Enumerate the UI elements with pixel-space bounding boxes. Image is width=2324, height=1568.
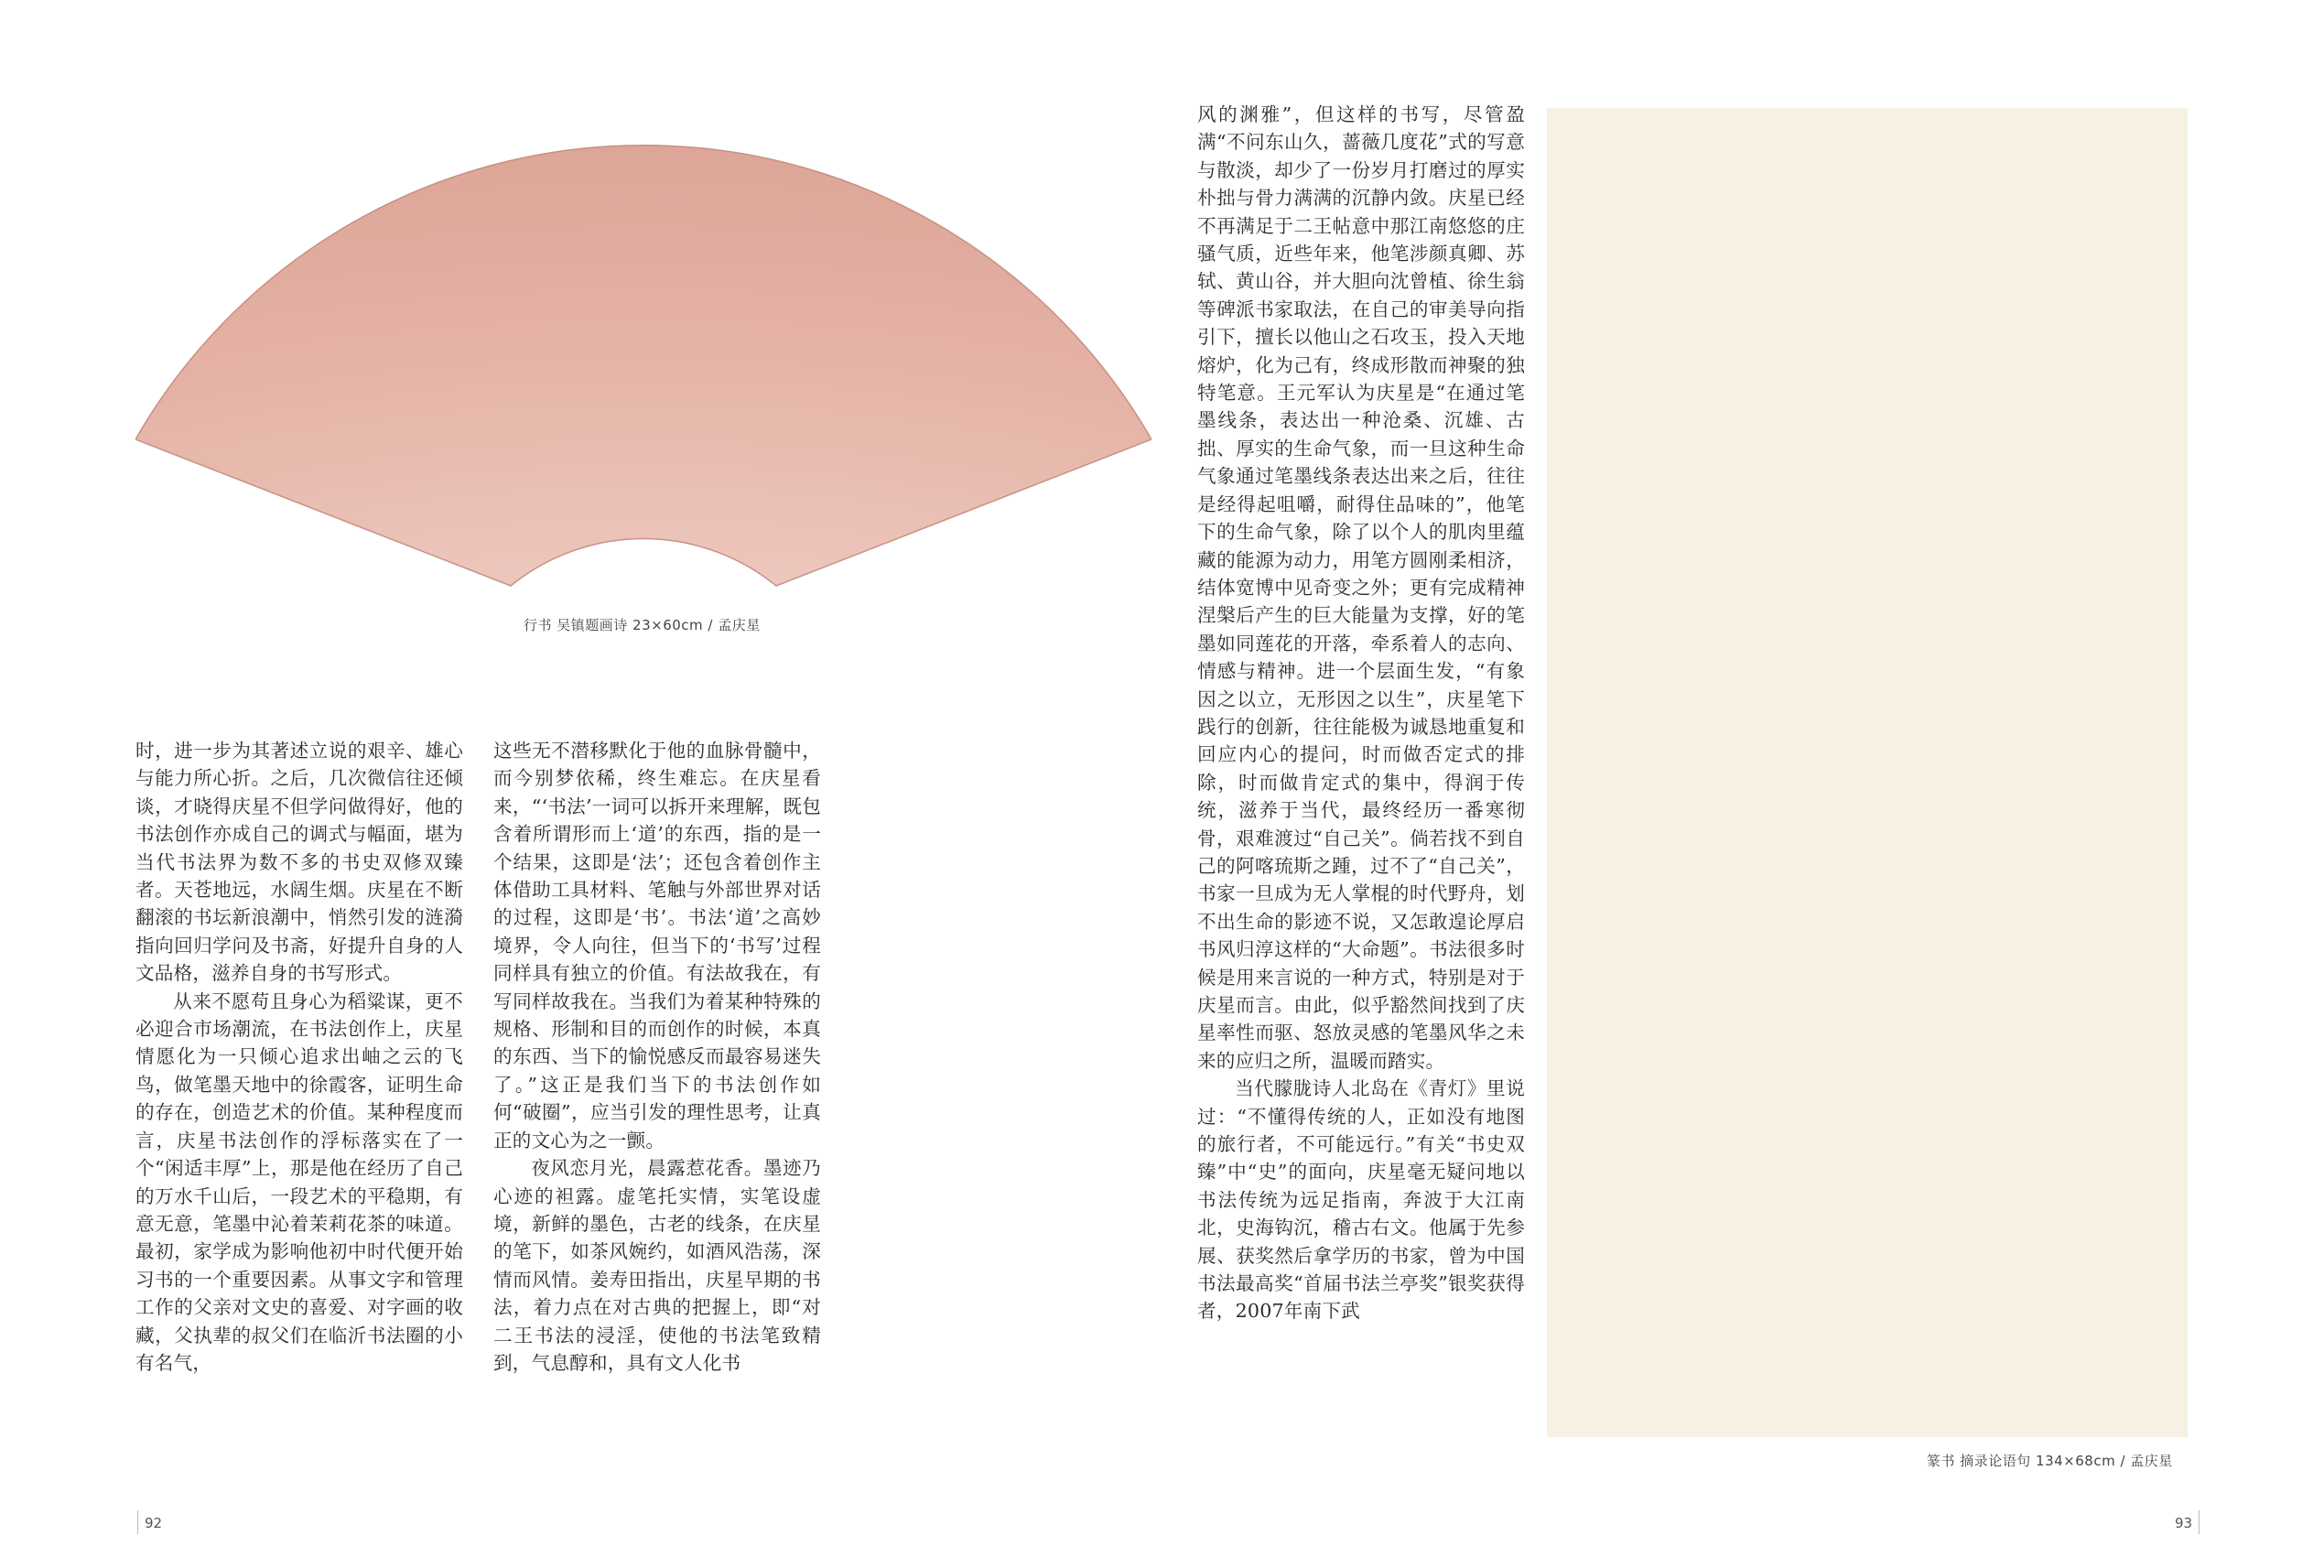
text-column-2 bbox=[493, 737, 821, 1377]
page-number-rule bbox=[2199, 1510, 2200, 1534]
paragraph: 这些无不潜移默化于他的血脉骨髓中，而今别梦依稀，终生难忘。在庆星看来，“‘书法’一词可以拆开来理解，既包含着所谓形而上‘道’的东西，指的是一个结果，这即是‘法’；还包含着创作主体借助工具材料、笔触与外部世界对话的过程，这即是‘书’。书法‘道’之高妙境界，令人向往，但当下的‘书写’过程同样具有独立的价值。有法故我在，有写同样故我在。当我们为着某种特殊的规格、形制和目的而创作的时候，本真的东西、当下的愉悦感反而最容易迷失了。”这正是我们当下的书法创作如何“破圈”，应当引发的理性思考，让真正的文心为之一颤。 bbox=[493, 740, 821, 1152]
fan-caption: 行书 吴镇题画诗 23×60cm / 孟庆星 bbox=[524, 617, 761, 633]
paragraph: 当代朦胧诗人北岛在《青灯》里说过：“不懂得传统的人，正如没有地图的旅行者，不可能远行。”有关“书史双臻”中“史”的面向，庆星毫无疑问地以书法传统为远足指南，奔波于大江南北，史海钩沉，稽古右文。他属于先参展、获奖然后拿学历的书家，曾为中国书法最高奖“首届书法兰亭奖”银奖获得者，2007年南下武 bbox=[1197, 1077, 1525, 1323]
paragraph: 风的渊雅”，但这样的书写，尽管盈满“不问东山久，蔷薇几度花”式的写意与散淡，却少了一份岁月打磨过的厚实朴拙与骨力满满的沉静内敛。庆星已经不再满足于二王帖意中那江南悠悠的庄骚气质，近些年来，他笔涉颜真卿、苏轼、黄山谷，并大胆向沈曾植、徐生翁等碑派书家取法，在自己的审美导向指引下，擅长以他山之石攻玉，投入天地熔炉，化为己有，终成形散而神聚的独特笔意。王元军认为庆星是“在通过笔墨线条，表达出一种沧桑、沉雄、古拙、厚实的生命气象，而一旦这种生命气象通过笔墨线条表达出来之后，往往是经得起咀嚼，耐得住品味的”，他笔下的生命气象，除了以个人的肌肉里蕴藏的能源为动力，用笔方圆刚柔相济，结体宽博中见奇变之外；更有完成精神涅槃后产生的巨大能量为支撑，好的笔墨如同莲花的开落，牵系着人的志向、情感与精神。进一个层面生发，“有象因之以立，无形因之以生”，庆星笔下践行的创新，往往能极为诚恳地重复和回应内心的提问，时而做否定式的排除，时而做肯定式的集中，得润于传统，滋养于当代，最终经历一番寒彻骨，艰难渡过“自己关”。倘若找不到自己的阿喀琉斯之踵，过不了“自己关”，书家一旦成为无人掌棍的时代野舟，划不出生命的影迹不说，又怎敢遑论厚启书风归淳这样的“大命题”。书法很多时候是用来言说的一种方式，特别是对于庆星而言。由此，似乎豁然间找到了庆星率性而驱、怒放灵感的笔墨风华之未来的应归之所，温暖而踏实。 bbox=[1197, 103, 1525, 1072]
text-column-3 bbox=[1197, 101, 1525, 1325]
page-number-left: 92 bbox=[145, 1515, 163, 1531]
scroll-caption: 篆书 摘录论语句 134×68cm / 孟庆星 bbox=[1927, 1453, 2173, 1469]
paragraph: 时，进一步为其著述立说的艰辛、雄心与能力所心折。之后，几次微信往还倾谈，才晓得庆星不但学问做得好，他的书法创作亦成自己的调式与幅面，堪为当代书法界为数不多的书史双修双臻者。天苍地远，水阔生烟。庆星在不断翻滚的书坛新浪潮中，悄然引发的涟漪指向回归学问及书斋，好提升自身的人文品格，滋养自身的书写形式。 bbox=[135, 740, 463, 985]
text-column-1 bbox=[135, 737, 463, 1377]
paragraph: 夜风恋月光，晨露惹花香。墨迹乃心迹的袒露。虚笔托实情，实笔设虚境，新鲜的墨色，古老的线条，在庆星的笔下，如茶风婉约，如酒风浩荡，深情而风情。姜寿田指出，庆星早期的书法，着力点在对古典的把握上，即“对二王书法的浸淫，使他的书法笔致精到，气息醇和，具有文人化书 bbox=[493, 1157, 821, 1374]
paragraph: 从来不愿苟且身心为稻粱谋，更不必迎合市场潮流，在书法创作上，庆星情愿化为一只倾心追求出岫之云的飞鸟，做笔墨天地中的徐霞客，证明生命的存在，创造艺术的价值。某种程度而言，庆星书法创作的浮标落实在了一个“闲适丰厚”上，那是他在经历了自己的万水千山后，一段艺术的平稳期，有意无意，笔墨中沁着茉莉花茶的味道。最初，家学成为影响他初中时代便开始习书的一个重要因素。从事文字和管理工作的父亲对文史的喜爱、对字画的收藏，父执辈的叔父们在临沂书法圈的小有名气， bbox=[135, 989, 463, 1374]
fan-shape bbox=[135, 146, 1151, 586]
fan-calligraphy-artwork bbox=[135, 101, 1151, 613]
page-number-right: 93 bbox=[2175, 1515, 2193, 1531]
fan-painting bbox=[135, 101, 1151, 613]
seal-script-scroll-artwork bbox=[1547, 108, 2188, 1437]
page-number-rule bbox=[137, 1510, 138, 1534]
